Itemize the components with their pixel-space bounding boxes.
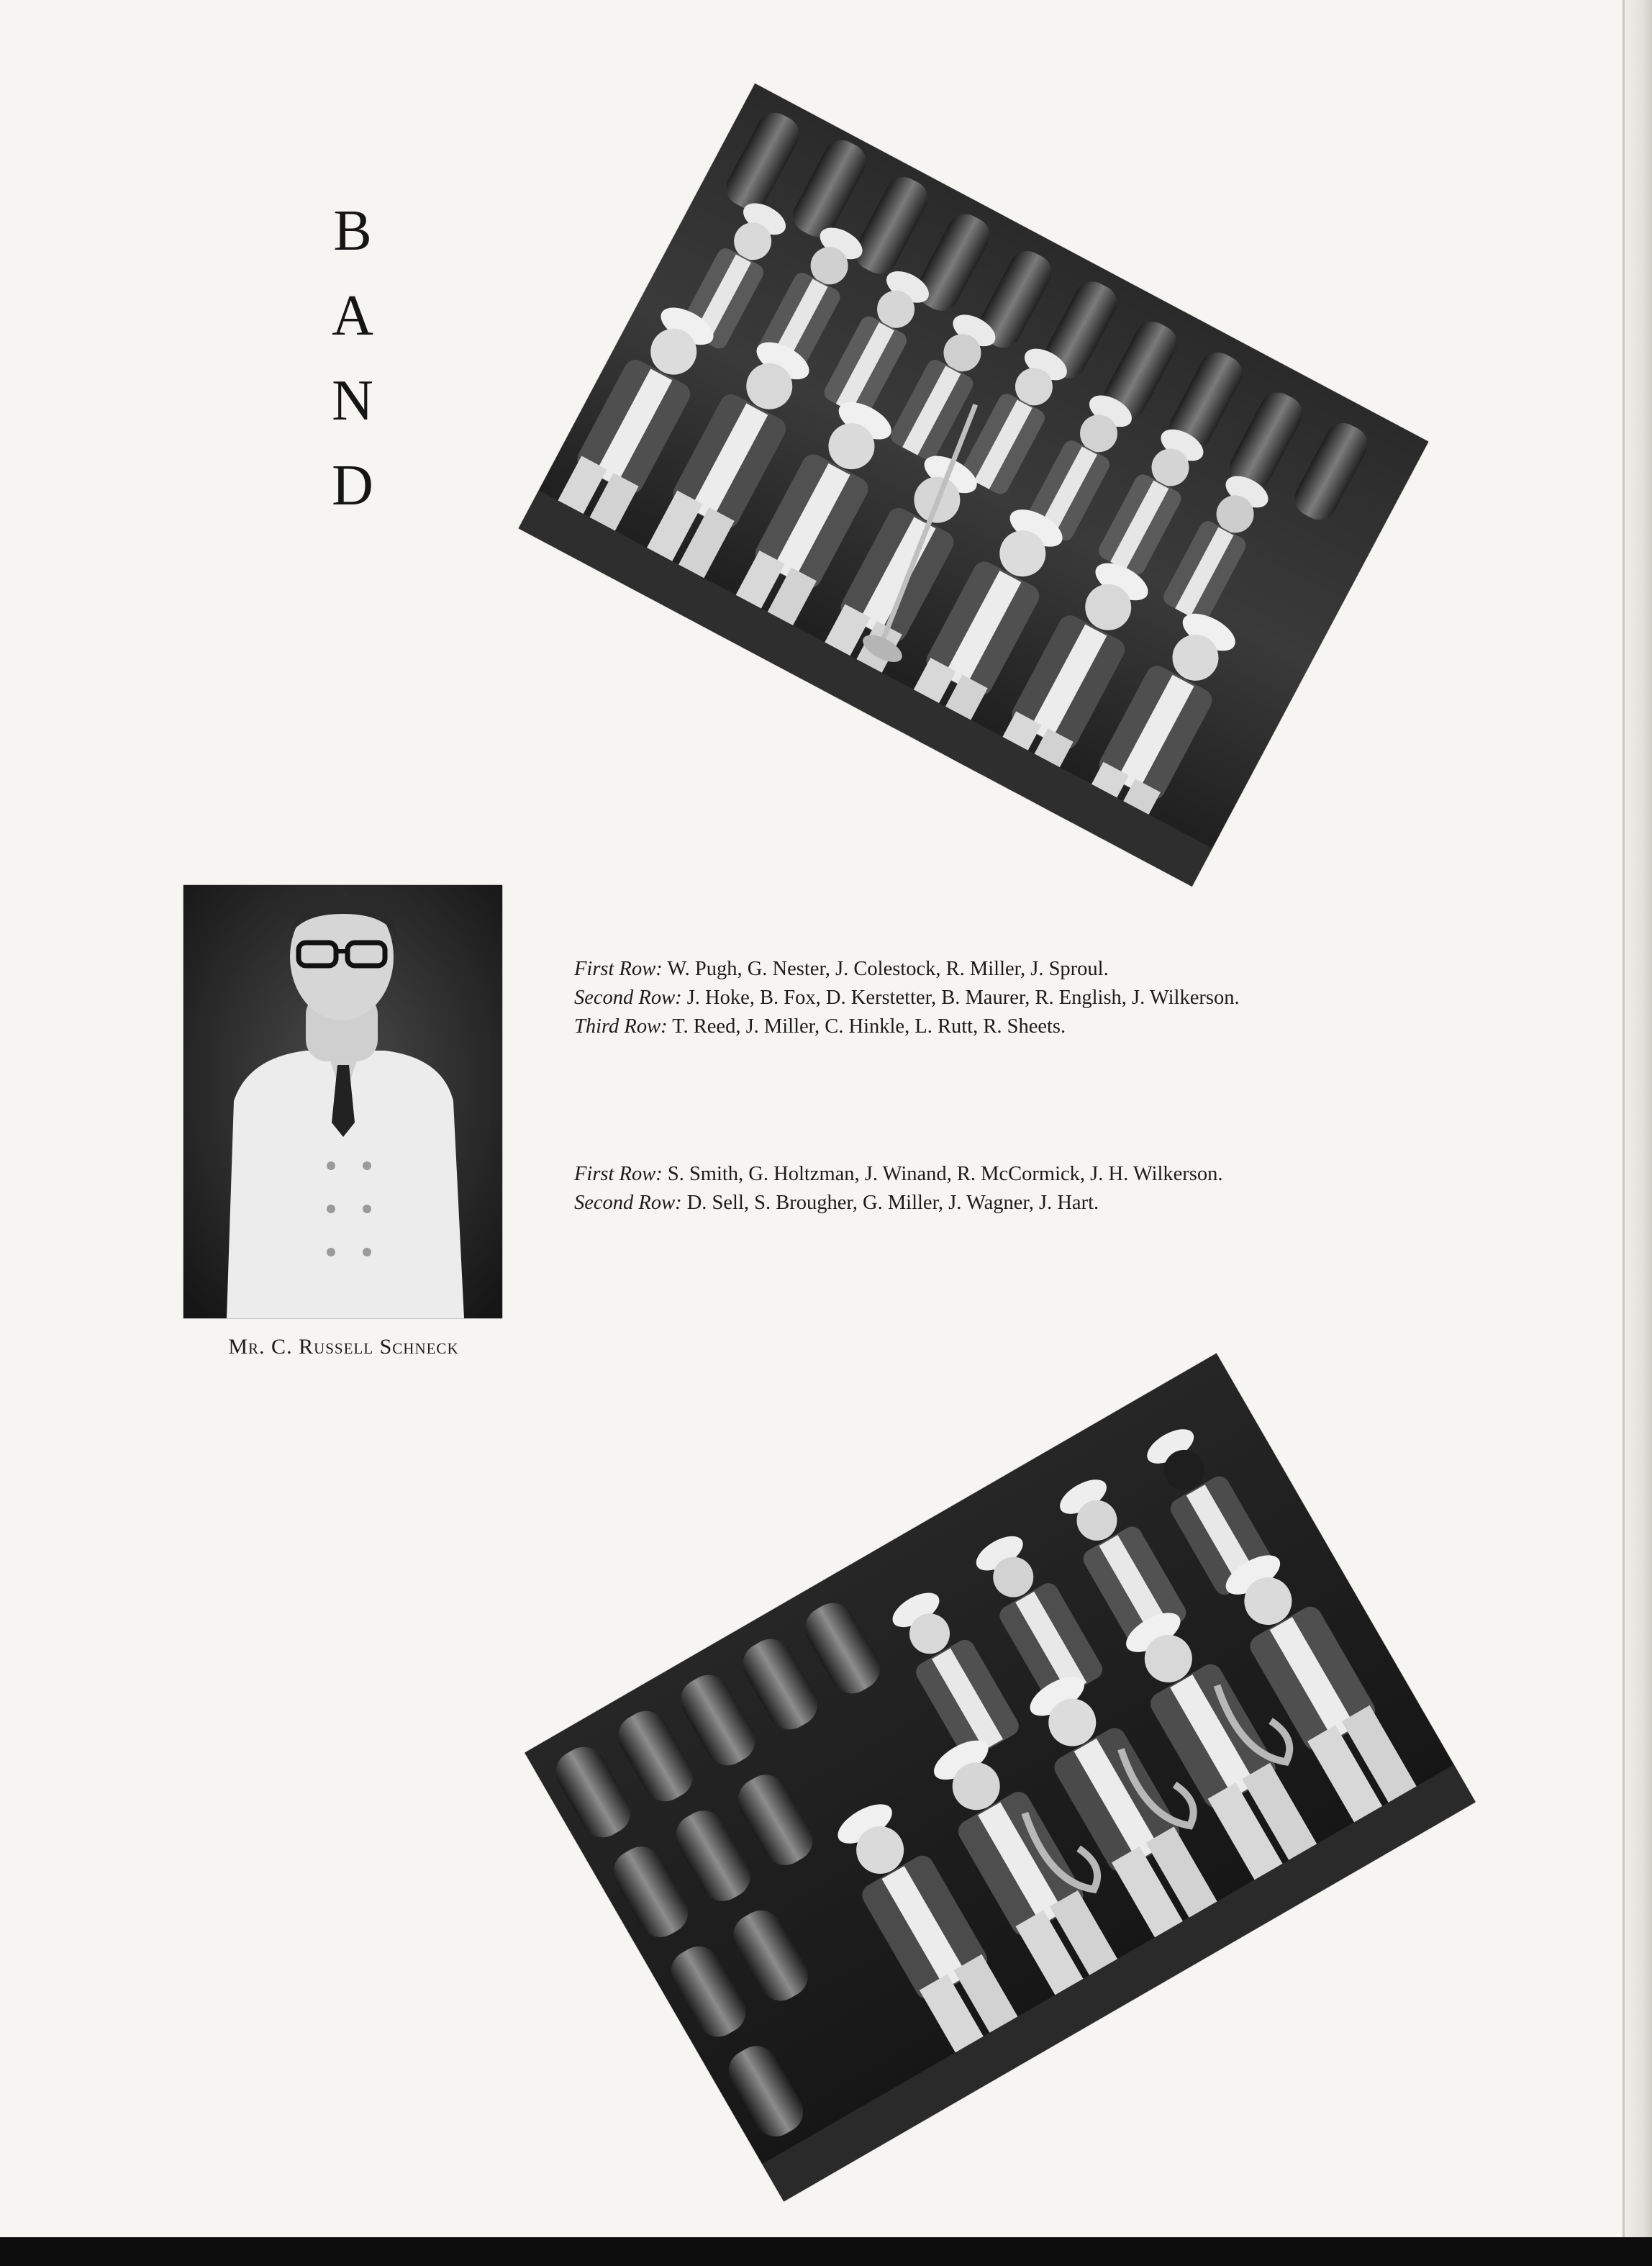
title-letter: N xyxy=(332,369,373,432)
row-label: Second Row: xyxy=(574,987,682,1009)
row-entry xyxy=(574,1160,1474,1189)
row-entry xyxy=(574,1189,1474,1218)
row-entry xyxy=(574,1012,1474,1041)
band-photo-illustration xyxy=(519,83,1429,887)
row-entry xyxy=(574,984,1474,1012)
row-label: First Row: xyxy=(574,958,663,980)
row-names: J. Hoke, B. Fox, D. Kerstetter, B. Maurer, R. English, J. Wilkerson. xyxy=(686,987,1240,1009)
director-name-caption xyxy=(151,1335,536,1359)
row-names: W. Pugh, G. Nester, J. Colestock, R. Miller, J. Sproul. xyxy=(667,958,1109,980)
title-letter: A xyxy=(332,284,373,348)
title-letter: B xyxy=(333,199,372,263)
row-entry xyxy=(574,955,1474,984)
band-group-photo-top xyxy=(519,83,1429,887)
director-portrait-photo xyxy=(183,885,502,1318)
title-letter: D xyxy=(332,454,373,517)
top-photo-row-list xyxy=(574,955,1474,1041)
binding-line xyxy=(1622,0,1625,2238)
bottom-photo-row-list xyxy=(574,1160,1474,1218)
row-label: First Row: xyxy=(574,1163,663,1185)
row-label: Second Row: xyxy=(574,1192,682,1214)
band-group-photo-bottom xyxy=(525,1354,1475,2202)
row-names: S. Smith, G. Holtzman, J. Winand, R. McCormick, J. H. Wilkerson. xyxy=(667,1163,1223,1185)
page-binding-edge xyxy=(1623,0,1652,2238)
row-names: T. Reed, J. Miller, C. Hinkle, L. Rutt, R. Sheets. xyxy=(672,1015,1066,1038)
band-photo-illustration xyxy=(525,1354,1475,2202)
row-label: Third Row: xyxy=(574,1015,668,1038)
director-name: Mr. C. Russell Schneck xyxy=(228,1335,459,1359)
scan-bottom-edge xyxy=(0,2237,1652,2266)
row-names: D. Sell, S. Brougher, G. Miller, J. Wagner, J. Hart. xyxy=(686,1192,1099,1214)
page-title xyxy=(327,189,378,528)
portrait-illustration xyxy=(183,885,502,1318)
